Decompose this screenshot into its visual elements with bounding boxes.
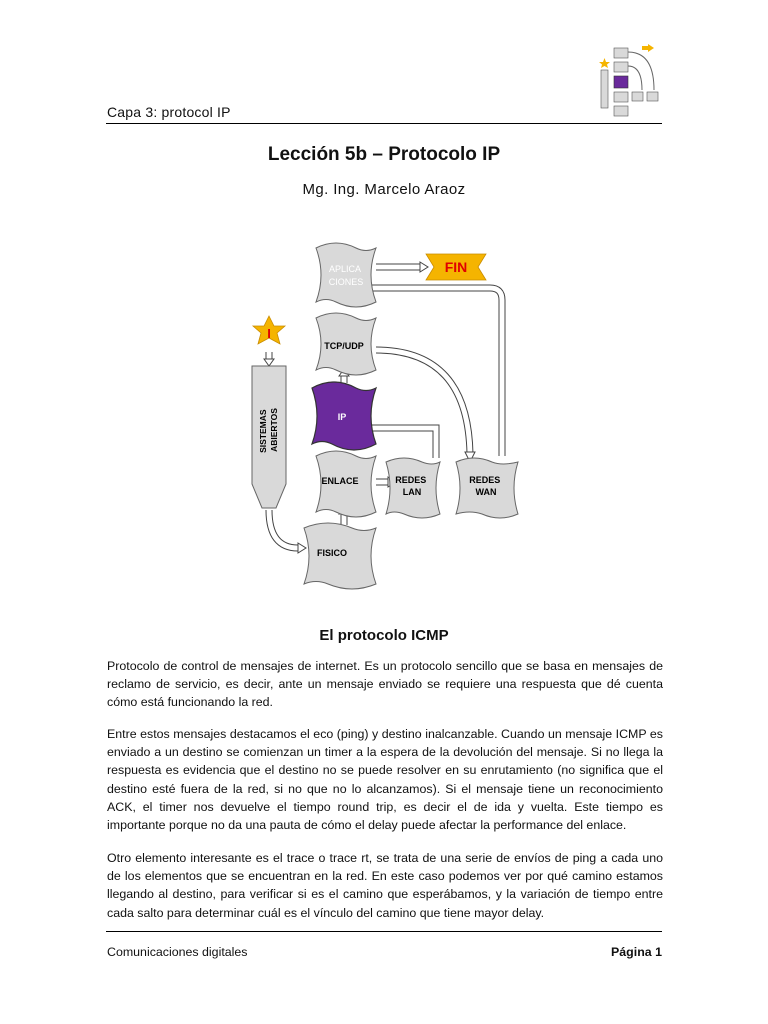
header-divider	[106, 123, 662, 124]
paragraph: Protocolo de control de mensajes de internet. Es un protocolo sencillo que se basa en mensajes de reclamo de servicio, es decir, ante un mensaje enviado se requiere una respuesta que dé cuenta cómo está funcionando la red.	[107, 659, 663, 710]
enlace-label: ENLACE	[321, 476, 359, 486]
footer-course-name: Comunicaciones digitales	[107, 945, 248, 959]
footer-page-number: Página 1	[611, 945, 662, 959]
redes-wan-label-1: REDES	[469, 475, 501, 485]
ip-label: IP	[337, 412, 347, 422]
fin-label: FIN	[444, 259, 468, 275]
author-name: Mg. Ing. Marcelo Araoz	[302, 181, 466, 198]
aplicaciones-label-1: APLICA	[328, 264, 361, 274]
page-title: Lección 5b – Protocolo IP	[267, 144, 501, 165]
protocol-stack-diagram	[240, 240, 530, 592]
section-heading: El protocolo ICMP	[319, 627, 449, 644]
start-label: I	[267, 326, 271, 341]
sistemas-label-1: SISTEMAS	[258, 409, 268, 453]
paragraph: Otro elemento interesante es el trace o trace rt, se trata de una serie de envíos de ping a cada uno de los elementos que se encuentran en la red. En este caso podemos ver por qué camino estamos llegando al destino, para verificar si es el camino que esperábamos, y la variación de tiempo entre cada salto para determinar cuál es el vínculo del camino que tiene mayor delay.	[107, 851, 663, 920]
header-diagram-thumbnail	[596, 44, 662, 120]
fisico-label: FISICO	[316, 548, 348, 558]
aplicaciones-label-2: CIONES	[328, 277, 364, 287]
redes-lan-label-1: REDES	[395, 475, 427, 485]
redes-lan-label-2: LAN	[402, 487, 422, 497]
tcp-udp-label: TCP/UDP	[324, 341, 364, 351]
footer-divider	[106, 931, 662, 932]
redes-wan-label-2: WAN	[475, 487, 497, 497]
paragraph: Entre estos mensajes destacamos el eco (ping) y destino inalcanzable. Cuando un mensaje ICMP es enviado a un destino se comienzan un timer a la espera de la devolución del mensaje. Si no llega la respuesta es evidencia que el destino no se puede resolver en su enrutamiento (no significa que el destino esté fuera de la red, si no que no lo alcanzamos). Si el mensaje tiene un reconocimiento ACK, el timer nos devuelve el tiempo round trip, es decir el de ida y vuelta. Este tiempo es importante porque no da una pauta de cómo el delay puede afectar la performance del enlace.	[107, 727, 663, 833]
sistemas-label-2: ABIERTOS	[269, 408, 279, 452]
svg-text:SISTEMAS ABIERTOS	[258, 407, 279, 453]
header-chapter-title: Capa 3: protocol IP	[107, 104, 231, 120]
aplicaciones-box	[316, 243, 376, 307]
